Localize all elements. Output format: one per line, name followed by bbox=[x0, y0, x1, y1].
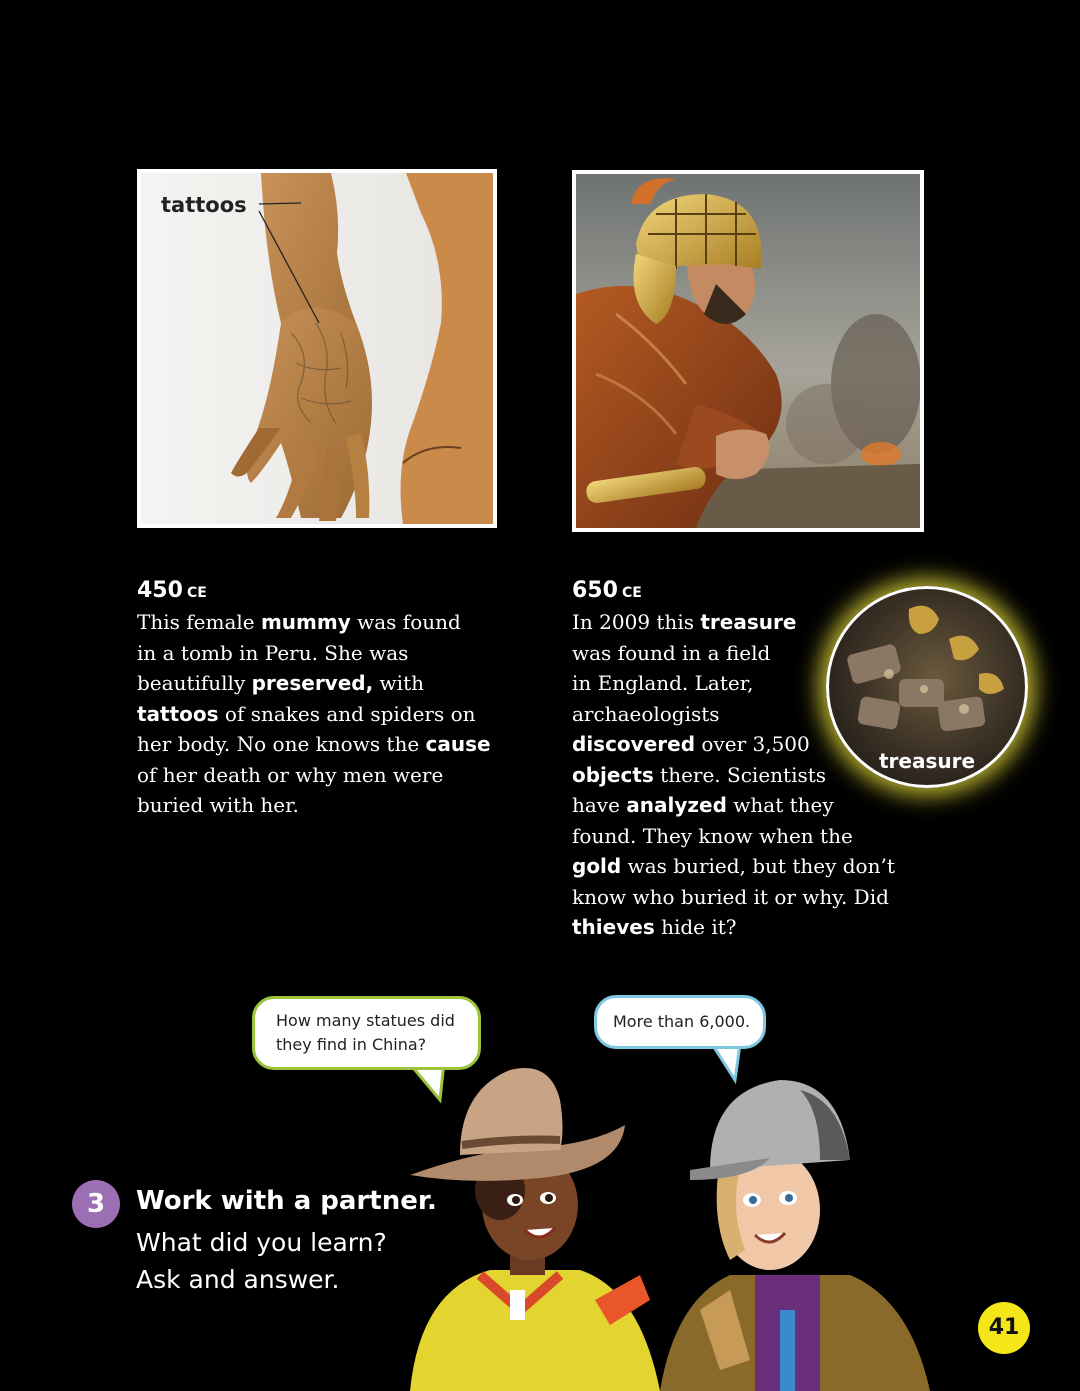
text-run: This female bbox=[137, 610, 261, 634]
text-run: archaeologists bbox=[572, 701, 720, 726]
text-run: there. Scientists bbox=[653, 762, 827, 787]
era-label: CE bbox=[621, 585, 642, 601]
vocab-word: cause bbox=[425, 732, 491, 756]
text-run: have bbox=[572, 793, 627, 817]
text-run: in England. Later, bbox=[572, 671, 754, 695]
text-run: what they bbox=[726, 793, 834, 817]
text-run: was buried, but they don’t bbox=[621, 854, 895, 878]
vocab-word: treasure bbox=[700, 610, 797, 634]
text-run: buried with her. bbox=[137, 793, 299, 817]
era-label: CE bbox=[186, 585, 207, 601]
text-run: of her death or why men were bbox=[137, 762, 444, 787]
text-run: beautifully bbox=[137, 671, 252, 695]
text-run: over 3,500 bbox=[695, 732, 810, 756]
question-speech-bubble bbox=[252, 996, 481, 1070]
text-run: hide it? bbox=[654, 915, 737, 939]
text-run: was found in a field bbox=[572, 640, 771, 665]
vocab-word: tattoos bbox=[137, 701, 219, 726]
text-run: her body. No one knows the bbox=[137, 732, 426, 756]
question-line-1: How many statues did bbox=[276, 1011, 455, 1030]
vocab-word: thieves bbox=[572, 915, 655, 939]
activity-number-badge: 3 bbox=[72, 1180, 120, 1228]
vocab-word: mummy bbox=[260, 610, 351, 634]
tattoos-label: tattoos bbox=[161, 193, 247, 217]
vocab-word: discovered bbox=[572, 732, 696, 756]
text-run: was found bbox=[350, 610, 461, 634]
cartoon-characters bbox=[400, 1060, 940, 1391]
text-run: with bbox=[373, 671, 424, 695]
text-run: found. They know when the bbox=[572, 823, 853, 848]
year-value: 650 bbox=[572, 578, 618, 603]
vocab-word: gold bbox=[572, 854, 622, 878]
text-run: in a tomb in Peru. She was bbox=[137, 640, 409, 665]
vocab-word: objects bbox=[572, 762, 654, 787]
activity-title: Work with a partner. bbox=[136, 1186, 437, 1216]
page-number-badge: 41 bbox=[978, 1302, 1030, 1354]
answer-speech-bubble bbox=[594, 995, 766, 1049]
treasure-label: treasure bbox=[878, 749, 976, 773]
text-run: know who buried it or why. Did bbox=[572, 884, 889, 909]
vocab-word: preserved, bbox=[251, 671, 374, 695]
activity-instruction-2: Ask and answer. bbox=[136, 1265, 340, 1294]
activity-instruction-1: What did you learn? bbox=[136, 1228, 387, 1257]
text-run: In 2009 this bbox=[572, 610, 701, 634]
vocab-word: analyzed bbox=[626, 793, 727, 817]
text-run: of snakes and spiders on bbox=[218, 701, 476, 726]
year-value: 450 bbox=[137, 578, 183, 603]
question-line-2: they find in China? bbox=[276, 1035, 427, 1054]
answer-line-1: More than 6,000. bbox=[613, 1012, 751, 1031]
